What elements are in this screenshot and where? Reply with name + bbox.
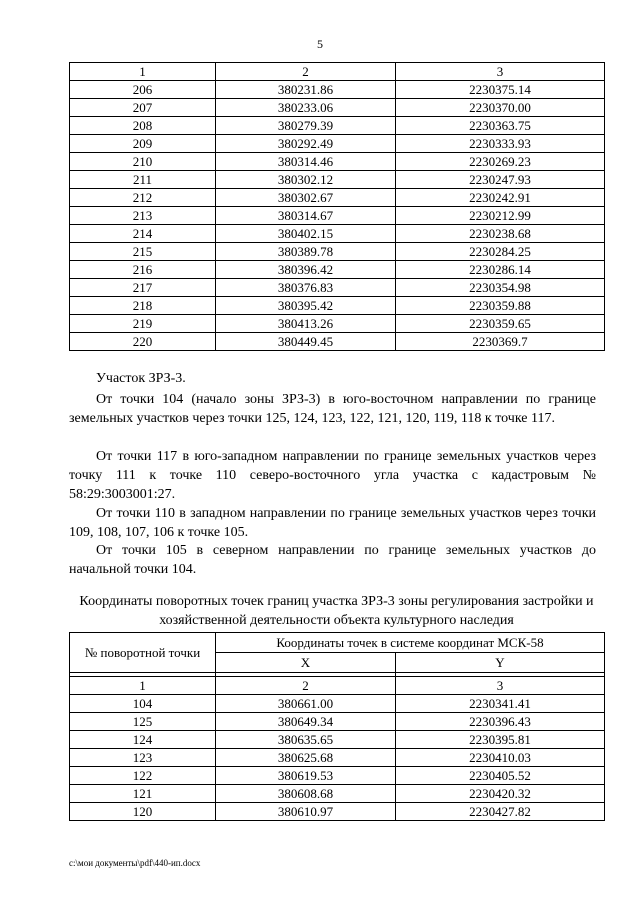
y-coordinate-cell: 2230363.75 (396, 117, 605, 135)
point-number-cell: 124 (70, 731, 216, 749)
table-row (70, 261, 605, 279)
point-number-cell: 219 (70, 315, 216, 333)
header-cell: 1 (70, 63, 216, 81)
x-coordinate-cell: 380608.68 (216, 785, 396, 803)
y-coordinate-cell: 2230420.32 (396, 785, 605, 803)
y-coordinate-cell: 2230395.81 (396, 731, 605, 749)
point-number-cell: 211 (70, 171, 216, 189)
table-row (70, 207, 605, 225)
point-number-cell: 213 (70, 207, 216, 225)
x-coordinate-cell: 380610.97 (216, 803, 396, 821)
point-number-cell: 218 (70, 297, 216, 315)
y-coordinate-cell: 2230212.99 (396, 207, 605, 225)
x-coordinate-cell: 380635.65 (216, 731, 396, 749)
point-number-cell: 215 (70, 243, 216, 261)
table-row (70, 243, 605, 261)
table-row (70, 225, 605, 243)
y-coordinate-cell: 2230333.93 (396, 135, 605, 153)
x-coordinate-cell: 380661.00 (216, 695, 396, 713)
x-coordinate-cell: 380279.39 (216, 117, 396, 135)
coordinates-table-zrz3 (69, 632, 605, 821)
table-row (70, 99, 605, 117)
point-number-cell: 217 (70, 279, 216, 297)
y-coordinate-cell: 2230405.52 (396, 767, 605, 785)
table-body (70, 63, 605, 351)
table-caption: Координаты поворотных точек границ участка ЗРЗ-3 зоны регулирования застройки и хозяйственной деятельности объекта культурного наследия (79, 594, 594, 628)
y-coordinate-cell: 2230410.03 (396, 749, 605, 767)
x-coordinate-cell: 380413.26 (216, 315, 396, 333)
y-coordinate-cell: 2230238.68 (396, 225, 605, 243)
x-coordinate-cell: 380314.67 (216, 207, 396, 225)
x-coordinate-cell: 380402.15 (216, 225, 396, 243)
y-coordinate-cell: 2230370.00 (396, 99, 605, 117)
x-coordinate-cell: 380649.34 (216, 713, 396, 731)
y-coordinate-cell: 2230247.93 (396, 171, 605, 189)
y-coordinate-cell: 2230369.7 (396, 333, 605, 351)
x-coordinate-cell: 380376.83 (216, 279, 396, 297)
point-number-cell: 212 (70, 189, 216, 207)
table-row (70, 749, 605, 767)
header-cell: 1 (70, 677, 216, 695)
point-number-cell: 207 (70, 99, 216, 117)
point-number-cell: 220 (70, 333, 216, 351)
header-point-number: № поворотной точки (70, 633, 216, 673)
point-number-cell: 120 (70, 803, 216, 821)
point-number-cell: 216 (70, 261, 216, 279)
table-header-row (70, 63, 605, 81)
x-coordinate-cell: 380389.78 (216, 243, 396, 261)
point-number-cell: 210 (70, 153, 216, 171)
y-coordinate-cell: 2230284.25 (396, 243, 605, 261)
table-row (70, 279, 605, 297)
y-coordinate-cell: 2230427.82 (396, 803, 605, 821)
table-header-row (70, 633, 605, 653)
y-coordinate-cell: 2230359.88 (396, 297, 605, 315)
x-coordinate-cell: 380625.68 (216, 749, 396, 767)
table-row (70, 767, 605, 785)
y-coordinate-cell: 2230354.98 (396, 279, 605, 297)
x-coordinate-cell: 380395.42 (216, 297, 396, 315)
header-x: X (216, 653, 396, 673)
table-number-row (70, 677, 605, 695)
header-cell: 2 (216, 677, 396, 695)
point-number-cell: 214 (70, 225, 216, 243)
paragraph: От точки 110 в западном направлении по границе земельных участков через точки 109, 108, 107, 106 к точке 105. (69, 506, 596, 540)
x-coordinate-cell: 380302.67 (216, 189, 396, 207)
y-coordinate-cell: 2230269.23 (396, 153, 605, 171)
point-number-cell: 123 (70, 749, 216, 767)
y-coordinate-cell: 2230341.41 (396, 695, 605, 713)
x-coordinate-cell: 380449.45 (216, 333, 396, 351)
table-row (70, 189, 605, 207)
x-coordinate-cell: 380231.86 (216, 81, 396, 99)
table-row (70, 785, 605, 803)
paragraph: От точки 105 в северном направлении по границе земельных участков до начальной точки 104. (69, 543, 596, 577)
coordinates-table-continued (69, 62, 605, 351)
table-row (70, 803, 605, 821)
page-number: 5 (317, 37, 323, 51)
table-row (70, 333, 605, 351)
section-title: Участок ЗРЗ-3. (96, 371, 186, 386)
x-coordinate-cell: 380619.53 (216, 767, 396, 785)
y-coordinate-cell: 2230396.43 (396, 713, 605, 731)
table-body (70, 633, 605, 821)
table-row (70, 117, 605, 135)
table-row (70, 135, 605, 153)
point-number-cell: 122 (70, 767, 216, 785)
y-coordinate-cell: 2230286.14 (396, 261, 605, 279)
y-coordinate-cell: 2230375.14 (396, 81, 605, 99)
header-coordinates: Координаты точек в системе координат МСК-58 (216, 633, 605, 653)
point-number-cell: 104 (70, 695, 216, 713)
point-number-cell: 209 (70, 135, 216, 153)
x-coordinate-cell: 380302.12 (216, 171, 396, 189)
table-row (70, 713, 605, 731)
x-coordinate-cell: 380396.42 (216, 261, 396, 279)
x-coordinate-cell: 380233.06 (216, 99, 396, 117)
x-coordinate-cell: 380292.49 (216, 135, 396, 153)
y-coordinate-cell: 2230242.91 (396, 189, 605, 207)
header-cell: 2 (216, 63, 396, 81)
point-number-cell: 121 (70, 785, 216, 803)
header-y: Y (396, 653, 605, 673)
y-coordinate-cell: 2230359.65 (396, 315, 605, 333)
paragraph: От точки 104 (начало зоны ЗРЗ-3) в юго-восточном направлении по границе земельных участков через точки 125, 124, 123, 122, 121, 120, 119, 118 к точке 117. (69, 392, 596, 426)
point-number-cell: 206 (70, 81, 216, 99)
point-number-cell: 125 (70, 713, 216, 731)
table-row (70, 171, 605, 189)
table-row (70, 81, 605, 99)
header-cell: 3 (396, 677, 605, 695)
table-row (70, 315, 605, 333)
x-coordinate-cell: 380314.46 (216, 153, 396, 171)
table-row (70, 695, 605, 713)
header-cell: 3 (396, 63, 605, 81)
table-row (70, 297, 605, 315)
footer-file-path: c:\мои документы\pdf\440-ип.docx (69, 858, 201, 868)
table-row (70, 153, 605, 171)
point-number-cell: 208 (70, 117, 216, 135)
table-row (70, 731, 605, 749)
paragraph: От точки 117 в юго-западном направлении по границе земельных участков через точку 111 к точке 110 северо-восточного угла участка с кадастровым № 58:29:3003001:27. (69, 449, 596, 502)
